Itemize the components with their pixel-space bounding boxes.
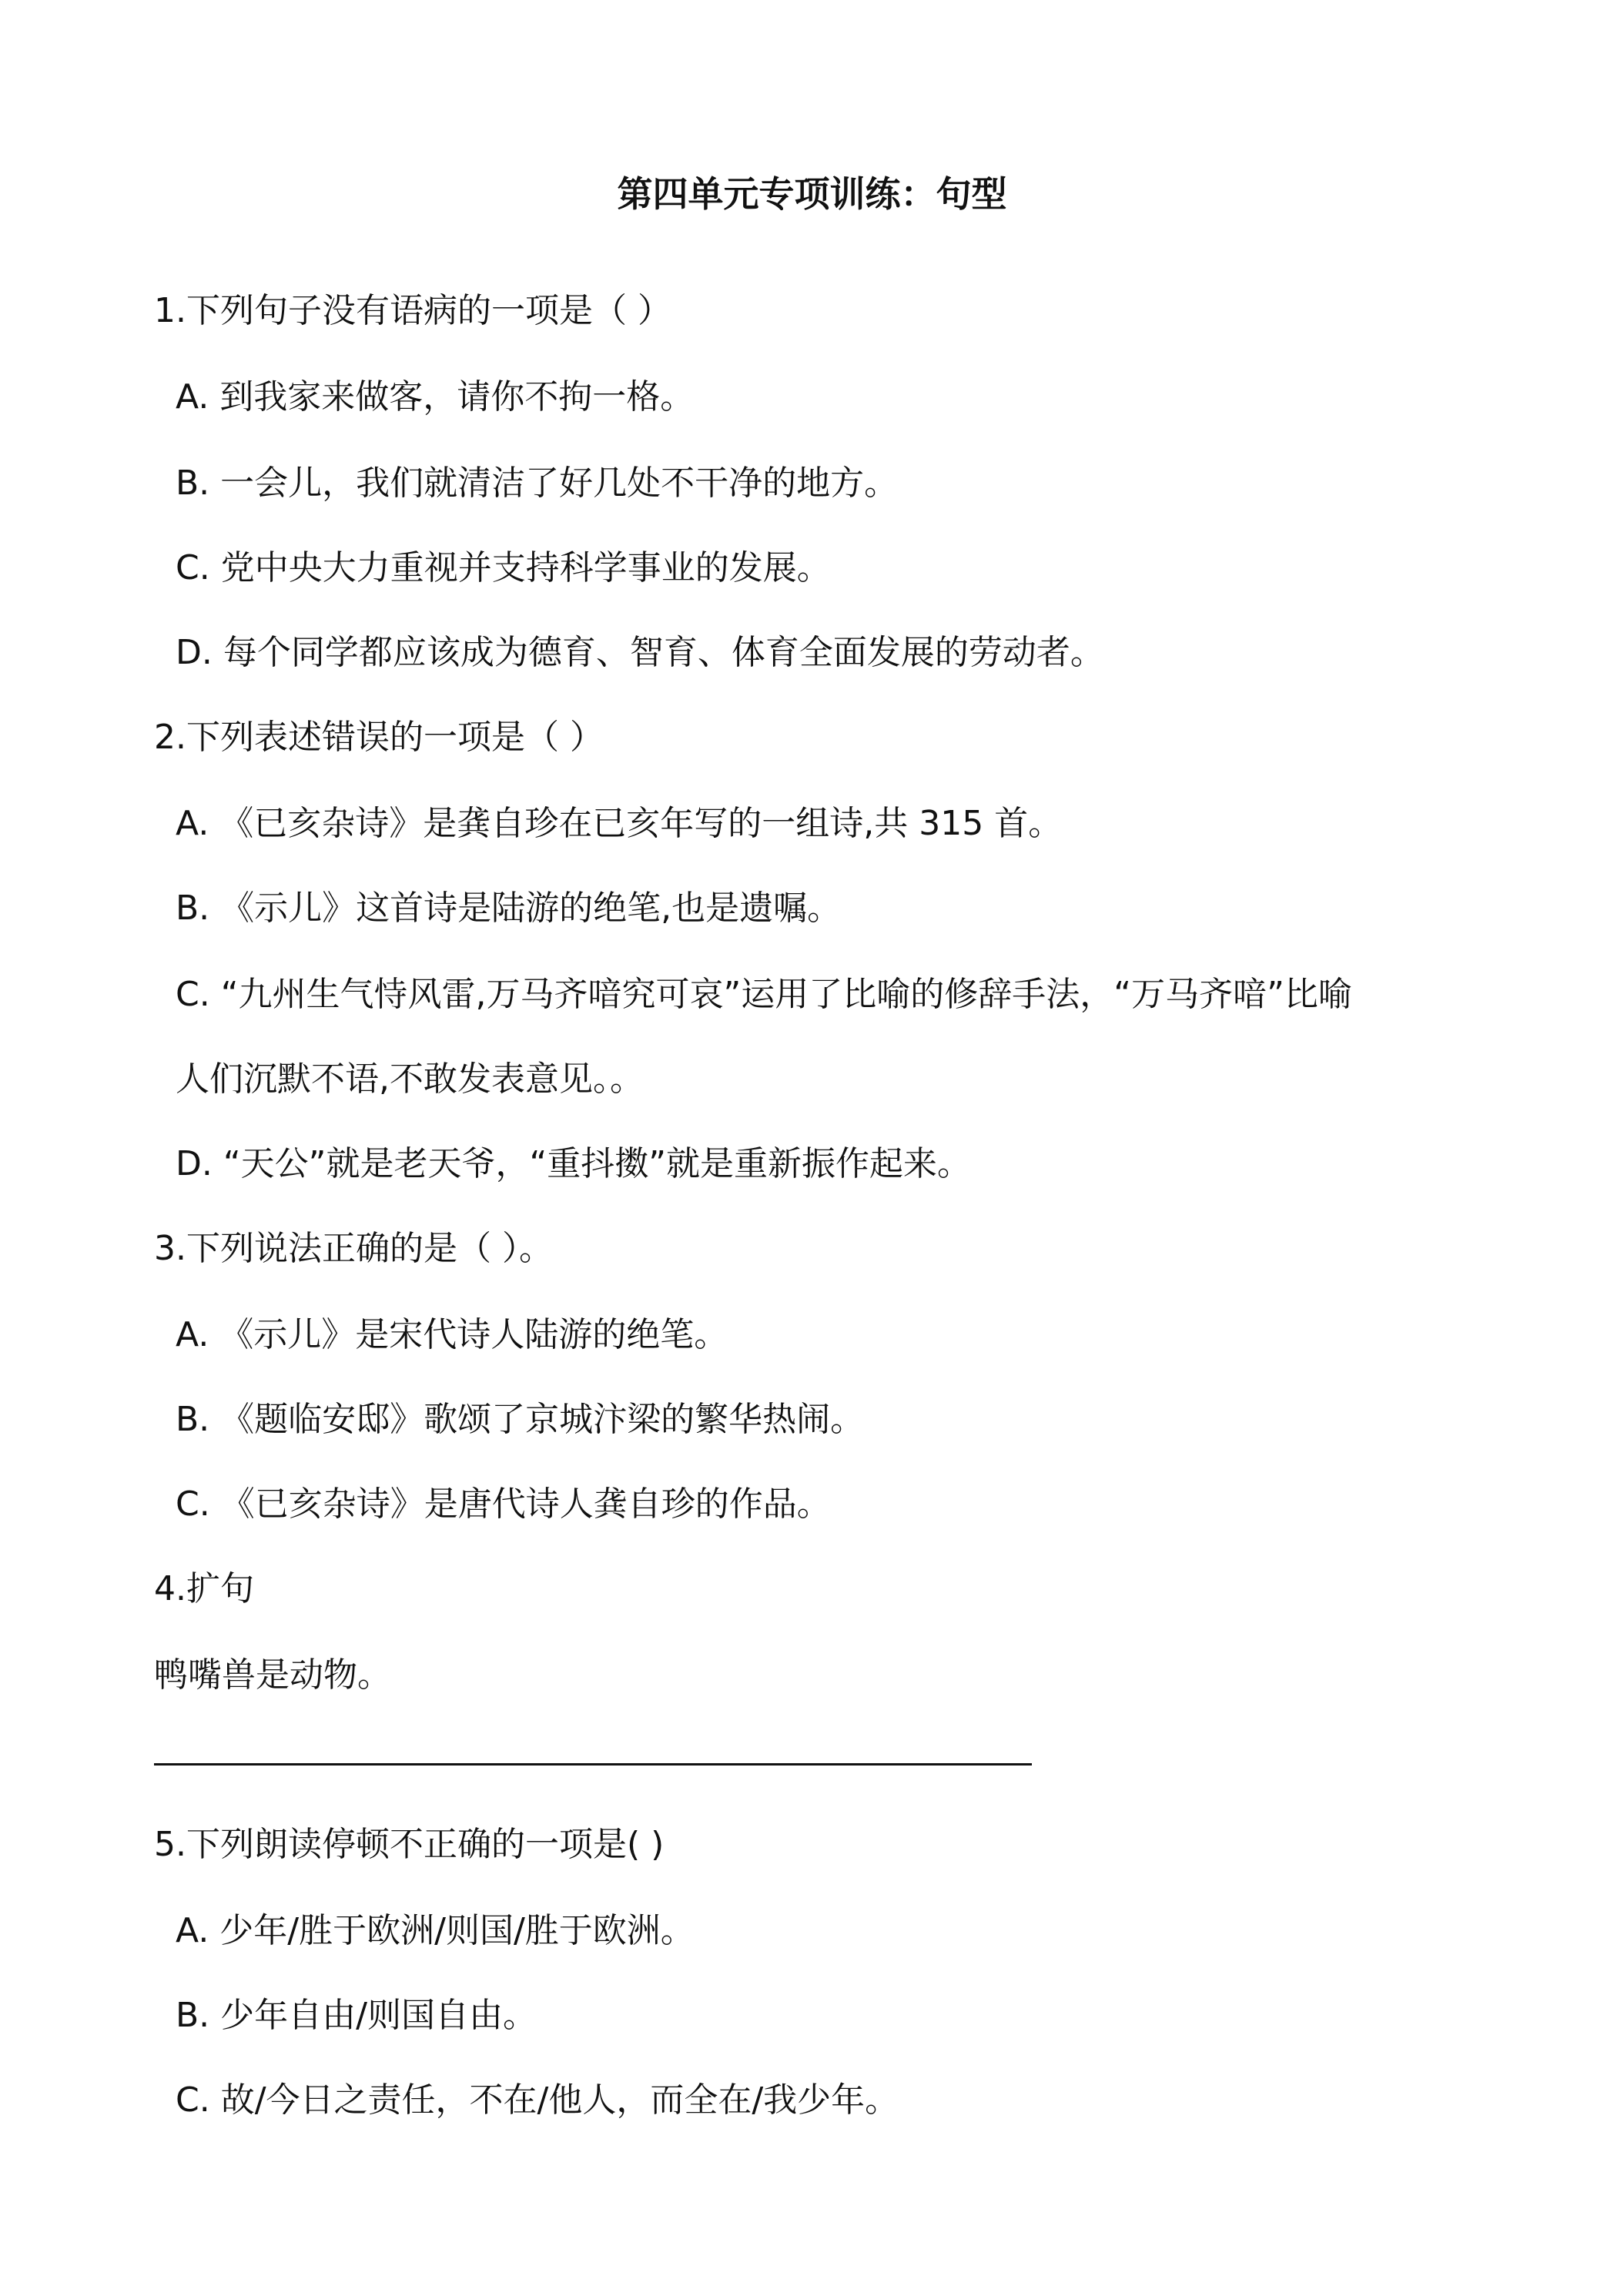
question-5-option-b: B. 少年自由/则国自由。 (176, 1996, 537, 2035)
question-3-option-b: B. 《题临安邸》歌颂了京城汴梁的繁华热闹。 (176, 1400, 865, 1439)
question-4-stem: 4.扩句 (154, 1569, 254, 1608)
question-4-sentence: 鸭嘴兽是动物。 (154, 1655, 391, 1695)
question-2-option-c-continued: 人们沉默不语,不敢发表意见。。 (176, 1059, 644, 1099)
question-1-option-d: D. 每个同学都应该成为德育、智育、体育全面发展的劳动者。 (176, 633, 1104, 672)
question-2-option-b: B. 《示儿》这首诗是陆游的绝笔,也是遗嘱。 (176, 889, 842, 928)
question-2-option-c: C. “九州生气恃风雷,万马齐喑究可哀”运用了比喻的修辞手法，“万马齐喑”比喻 (176, 975, 1352, 1014)
question-1-option-c: C. 党中央大力重视并支持科学事业的发展。 (176, 548, 831, 587)
question-1-option-a: A. 到我家来做客，请你不拘一格。 (176, 377, 695, 417)
question-3-stem: 3.下列说法正确的是（ ）。 (154, 1229, 553, 1268)
answer-blank-line (154, 1763, 1032, 1766)
question-5-option-c: C. 故/今日之责任，不在/他人，而全在/我少年。 (176, 2080, 899, 2120)
question-2-stem: 2.下列表述错误的一项是（ ） (154, 718, 604, 757)
question-5-stem: 5.下列朗读停顿不正确的一项是( ) (154, 1825, 665, 1864)
question-3-option-a: A. 《示儿》是宋代诗人陆游的绝笔。 (176, 1315, 728, 1354)
page-title: 第四单元专项训练：句型 (617, 173, 1007, 215)
question-2-option-a: A. 《已亥杂诗》是龚自珍在已亥年写的一组诗,共 315 首。 (176, 804, 1063, 843)
question-1-option-b: B. 一会儿，我们就清洁了好几处不干净的地方。 (176, 464, 899, 503)
question-1-stem: 1.下列句子没有语病的一项是（ ） (154, 291, 671, 330)
question-5-option-a: A. 少年/胜于欧洲/则国/胜于欧洲。 (176, 1911, 695, 1950)
question-2-option-d: D. “天公”就是老天爷，“重抖擞”就是重新振作起来。 (176, 1144, 972, 1183)
question-3-option-c: C. 《已亥杂诗》是唐代诗人龚自珍的作品。 (176, 1484, 831, 1524)
